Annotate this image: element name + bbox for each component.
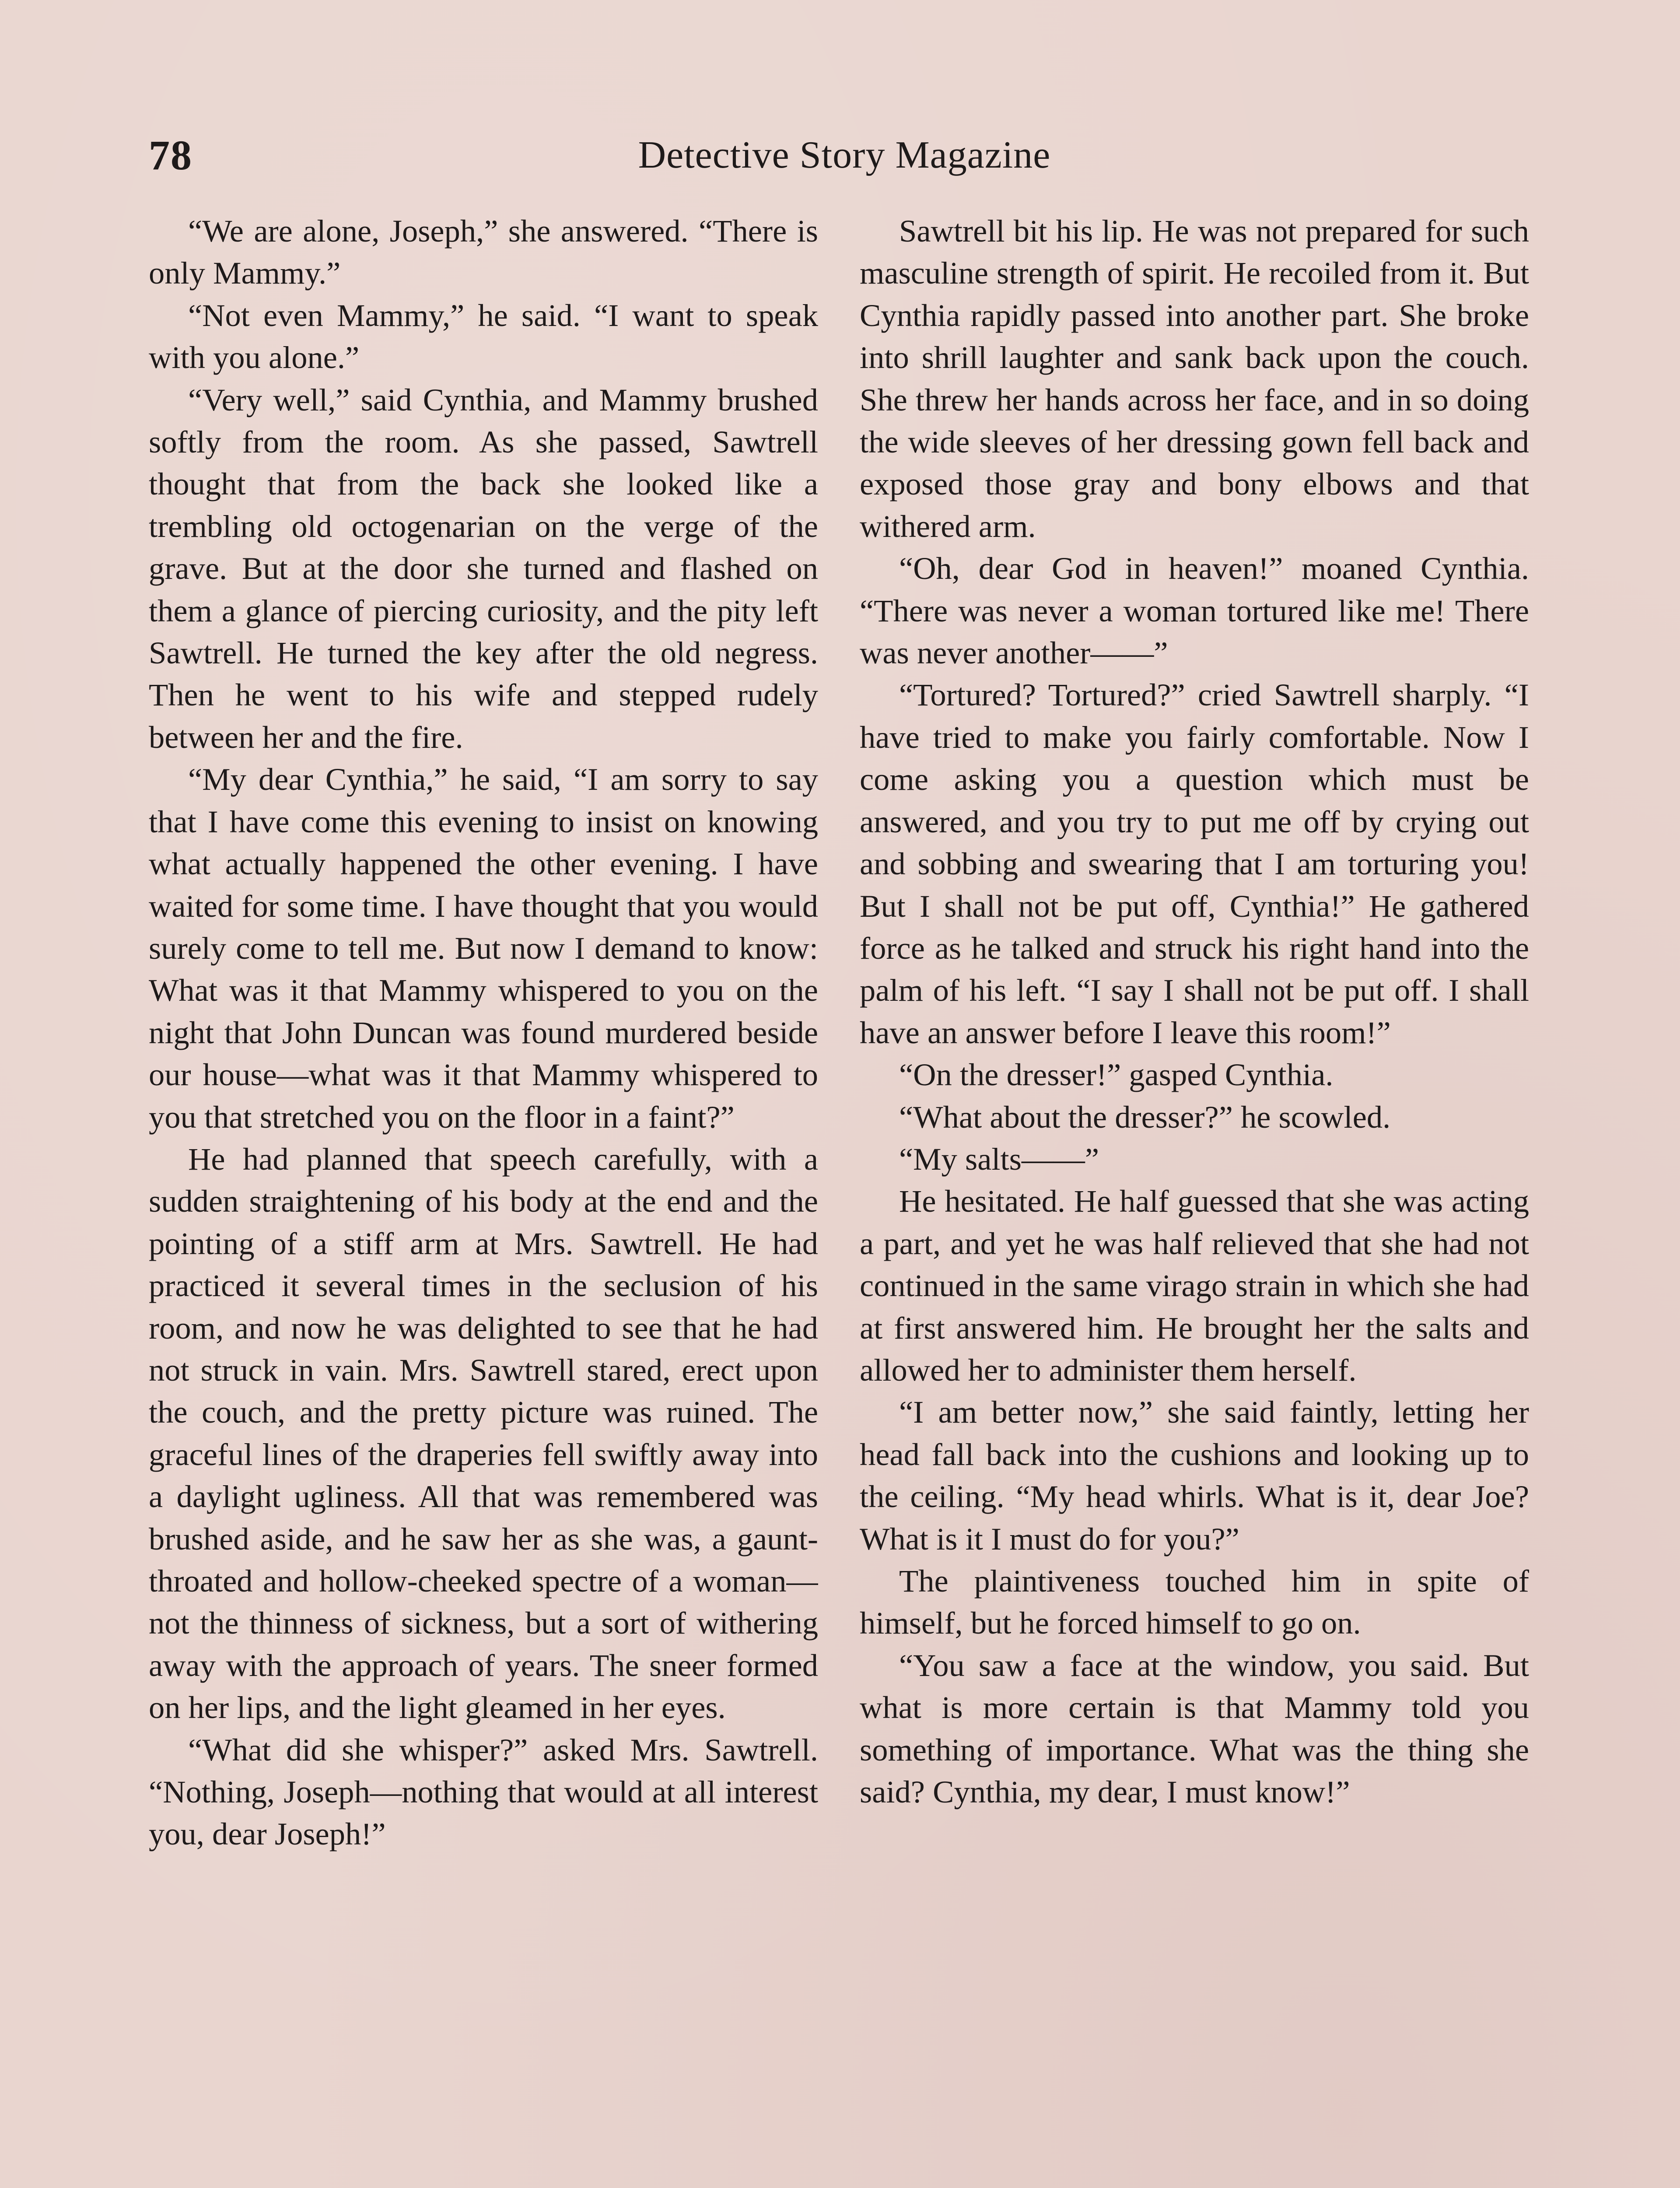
paragraph: “We are alone, Joseph,” she answered. “There is only Mammy.” [149,213,818,291]
paragraph: “Not even Mammy,” he said. “I want to speak with you alone.” [149,297,818,375]
paragraph: “You saw a face at the window, you said. But what is more certain is that Mammy told you something of importance. What was the thing she said? Cynthia, my dear, I must know!” [860,1647,1529,1810]
paragraph: “What did she whisper?” asked Mrs. Sawtrell. “Nothing, Joseph—nothing that would at all interest you, dear Joseph!” [149,1732,818,1852]
paragraph: “Oh, dear God in heaven!” moaned Cynthia. “There was never a woman tortured like me! There was never another——” [860,551,1529,671]
page-header [149,127,1540,184]
page-number: 78 [149,132,192,179]
left-column [149,210,818,2188]
paragraph: “Very well,” said Cynthia, and Mammy brushed softly from the room. As she passed, Sawtrell thought that from the back she looked like a trembling old octogenarian on the verge of the grave. But at the door she turned and flashed on them a glance of piercing curiosity, and the pity left Sawtrell. He turned the key after the old negress. Then he went to his wife and stepped rudely between her and the fire. [149,382,818,755]
paragraph: “My dear Cynthia,” he said, “I am sorry to say that I have come this evening to insist on knowing what actually happened the other evening. I have waited for some time. I have thought that you would surely come to tell me. But now I demand to know: What was it that Mammy whispered to you on the night that John Duncan was found murdered beside our house—what was it that Mammy whispered to you that stretched you on the floor in a faint?” [149,761,818,1135]
paragraph: Sawtrell bit his lip. He was not prepared for such masculine strength of spirit. He recoiled from it. But Cynthia rapidly passed into another part. She broke into shrill laughter and sank back upon the couch. She threw her hands across her face, and in so doing the wide sleeves of her dressing gown fell back and exposed those gray and bony elbows and that withered arm. [860,213,1529,544]
paragraph: “On the dresser!” gasped Cynthia. [899,1057,1334,1093]
paragraph: The plaintiveness touched him in spite of himself, but he forced himself to go on. [860,1563,1529,1641]
running-title: Detective Story Magazine [638,134,1051,176]
paragraph: “My salts——” [899,1141,1099,1177]
paragraph: He had planned that speech carefully, with a sudden straightening of his body at the end and the pointing of a stiff arm at Mrs. Sawtrell. He had practiced it several times in the seclusion of his room, and now he was delighted to see that he had not struck in vain. Mrs. Sawtrell stared, erect upon the couch, and the pretty picture was ruined. The graceful lines of the draperies fell swiftly away into a daylight ugliness. All that was remembered was brushed aside, and he saw her as she was, a gaunt-throated and hollow-cheeked spectre of a woman—not the thinness of sickness, but a sort of withering away with the approach of years. The sneer formed on her lips, and the light gleamed in her eyes. [149,1141,818,1725]
paragraph: He hesitated. He half guessed that she was acting a part, and yet he was half relieved that she had not continued in the same virago strain in which she had at first answered him. He brought her the salts and allowed her to administer them herself. [860,1183,1529,1388]
paragraph: “I am better now,” she said faintly, letting her head fall back into the cushions and looking up to the ceiling. “My head whirls. What is it, dear Joe? What is it I must do for you?” [860,1394,1529,1557]
paragraph: “Tortured? Tortured?” cried Sawtrell sharply. “I have tried to make you fairly comfortable. Now I come asking you a question which must be answered, and you try to put me off by crying out and sobbing and swearing that I am torturing you! But I shall not be put off, Cynthia!” He gathered force as he talked and struck his right hand into the palm of his left. “I say I shall not be put off. I shall have an answer before I leave this room!” [860,677,1529,1050]
right-column [860,210,1529,2188]
paragraph: “What about the dresser?” he scowled. [899,1099,1391,1135]
